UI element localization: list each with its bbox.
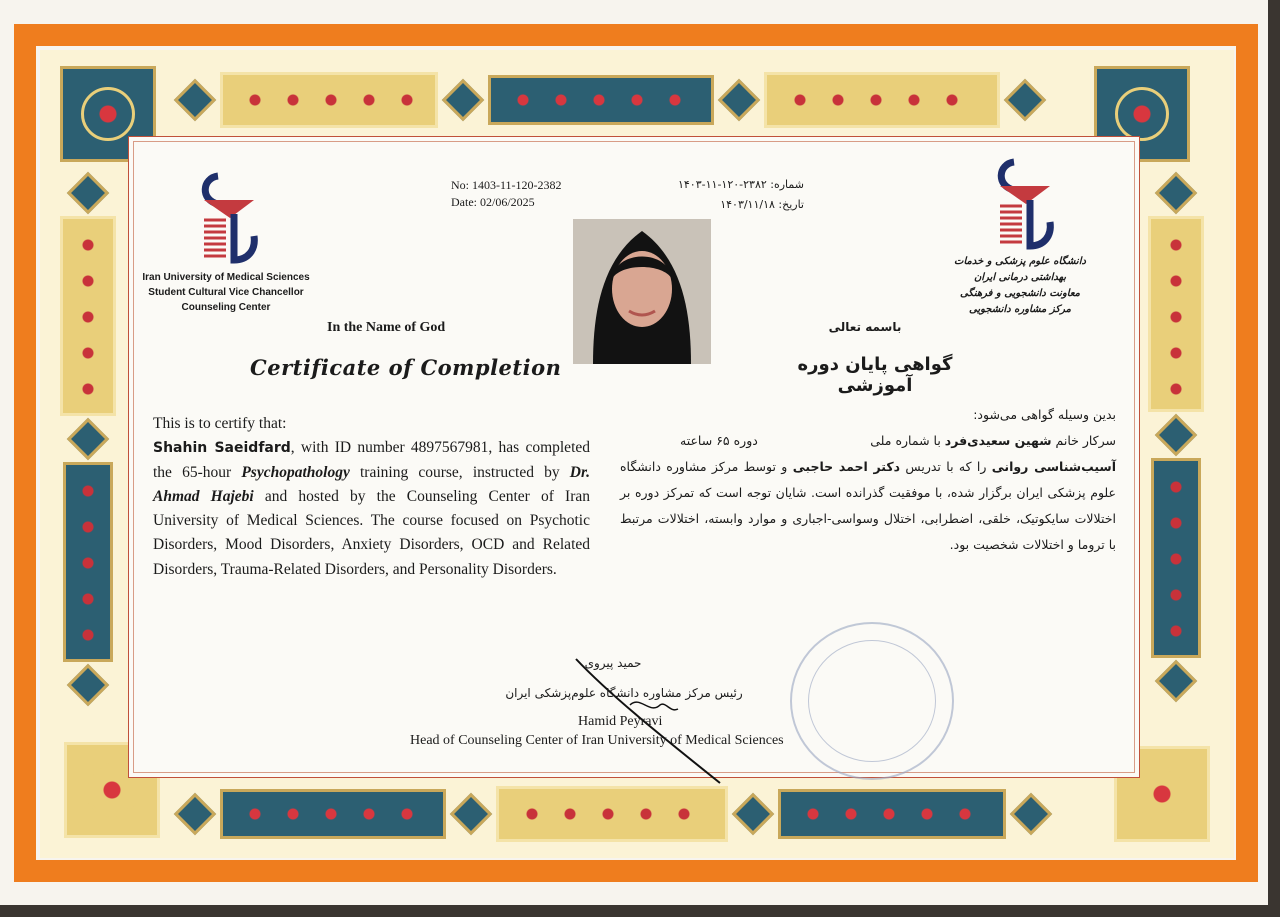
ornament-cartouche	[1148, 216, 1204, 412]
certificate-title-fa: گواهی پایان دوره آموزشی	[797, 354, 953, 396]
certificate-date-en: Date: 02/06/2025	[451, 195, 535, 209]
official-seal-stamp	[790, 622, 954, 780]
persian-part-2b: و توسط مرکز مشاوره دانشگاه علوم پزشکی ایران برگزار شده، با موفقیت گذرانده است. شایان توجه است که تمرکز دوره بر اختلالات سایکوتیک، خلقی، اضطرابی، اختلال وسواسی-اجباری و موارد وابسته، اختلالات مرتبط با تروما و اختلالات شخصیت بود.	[620, 459, 1116, 552]
ornament-knot	[1004, 79, 1046, 121]
persian-certification-text	[620, 402, 1116, 558]
ornament-strip-bottom	[170, 786, 1056, 842]
university-dept-fa: معاونت دانشجویی و فرهنگی	[959, 288, 1081, 299]
ornament-strip-top	[170, 72, 1050, 128]
certificate-date-fa: تاریخ: ۱۴۰۳/۱۱/۱۸	[720, 198, 804, 211]
persian-part-2a: را که با تدریس	[900, 459, 992, 474]
ornament-knot	[67, 418, 109, 460]
ornament-knot	[1155, 172, 1197, 214]
ornament-knot	[1155, 414, 1197, 456]
holder-name-fa: شهین سعیدی‌فرد	[944, 433, 1052, 448]
ornament-knot	[67, 664, 109, 706]
ornament-knot	[732, 793, 774, 835]
certificate-title-en: Certificate of Completion	[250, 355, 562, 380]
english-paragraph	[153, 436, 590, 582]
english-intro: This is to certify that:	[153, 415, 287, 432]
ornament-knot	[450, 793, 492, 835]
ornament-cartouche	[63, 462, 113, 662]
ornament-cartouche	[60, 216, 116, 416]
persian-paragraph	[620, 454, 1116, 558]
ornament-cartouche	[1151, 458, 1201, 658]
persian-course-hours: دوره ۶۵ ساعته	[680, 433, 758, 448]
ornament-knot	[442, 79, 484, 121]
ornament-strip-left	[60, 170, 116, 708]
signatory-title-en: Head of Counseling Center of Iran University of Medical Sciences	[410, 733, 784, 748]
persian-line-1	[620, 428, 1116, 454]
course-name-en: Psychopathology	[241, 463, 350, 481]
ornament-strip-right	[1148, 170, 1204, 704]
invocation-fa: باسمه تعالی	[828, 320, 902, 334]
university-name-fa-block	[950, 254, 1090, 318]
invocation-en: In the Name of God	[327, 320, 446, 335]
instructor-name-fa: دکتر احمد حاجبی	[792, 459, 901, 474]
ornament-cartouche	[764, 72, 1000, 128]
english-certification-text	[153, 412, 590, 582]
ornament-knot	[67, 172, 109, 214]
university-center-en: Counseling Center	[181, 302, 271, 313]
ornament-knot	[174, 793, 216, 835]
portrait-image	[573, 219, 711, 364]
signatory-title-fa: رئیس مرکز مشاوره دانشگاه علوم‌پزشکی ایران	[505, 686, 743, 700]
university-center-fa: مرکز مشاوره دانشجویی	[968, 304, 1071, 315]
certificate-number-fa: شماره: ۲۳۸۲-۱۲۰-۱۱-۱۴۰۳	[677, 178, 804, 191]
holder-name-en: Shahin Saeidfard	[153, 440, 291, 457]
ornament-cartouche	[778, 789, 1006, 839]
course-name-fa: آسیب‌شناسی روانی	[991, 459, 1117, 474]
persian-line-1-prefix: سرکار خانم	[1051, 433, 1116, 448]
ornament-cartouche	[496, 786, 728, 842]
university-name-en-block	[131, 270, 321, 315]
ornament-cartouche	[220, 789, 446, 839]
certificate-number-en: No: 1403-11-120-2382	[451, 178, 562, 192]
english-part-2: training course, instructed by	[349, 463, 570, 481]
holder-photo	[573, 219, 711, 364]
persian-intro: بدین وسیله گواهی می‌شود:	[973, 407, 1116, 422]
university-dept-en: Student Cultural Vice Chancellor	[148, 287, 304, 298]
persian-line-1-suffix: با شماره ملی	[870, 433, 945, 448]
ornament-cartouche	[220, 72, 438, 128]
signatory-name-fa: حمید پیروی	[584, 656, 642, 670]
university-name-fa: دانشگاه علوم پزشکی و خدمات بهداشتی درمانی ایران	[954, 256, 1086, 283]
university-logo-right	[992, 156, 1056, 252]
english-part-1: , with ID number 4897567981, has completed the 65-hour	[153, 439, 590, 481]
ornament-knot	[1155, 660, 1197, 702]
university-name-en: Iran University of Medical Sciences	[142, 272, 310, 283]
ornament-knot	[174, 79, 216, 121]
signatory-name-en: Hamid Peyravi	[578, 714, 663, 729]
persian-line-1-lead	[870, 428, 1116, 454]
ornament-knot	[1010, 793, 1052, 835]
ornament-cartouche	[488, 75, 714, 125]
instructor-name-en: Dr. Ahmad Hajebi	[153, 463, 590, 505]
ornament-knot	[718, 79, 760, 121]
reference-fa-block	[640, 175, 804, 215]
reference-en-block	[451, 177, 562, 211]
english-part-3: and hosted by the Counseling Center of Iran University of Medical Sciences. The course focused on Psychotic Disorders, Mood Disorders, Anxiety Disorders, OCD and Related Disorders, Trauma-Related Disorders, and Personality Disorders.	[153, 487, 590, 578]
university-logo-left	[196, 170, 260, 266]
